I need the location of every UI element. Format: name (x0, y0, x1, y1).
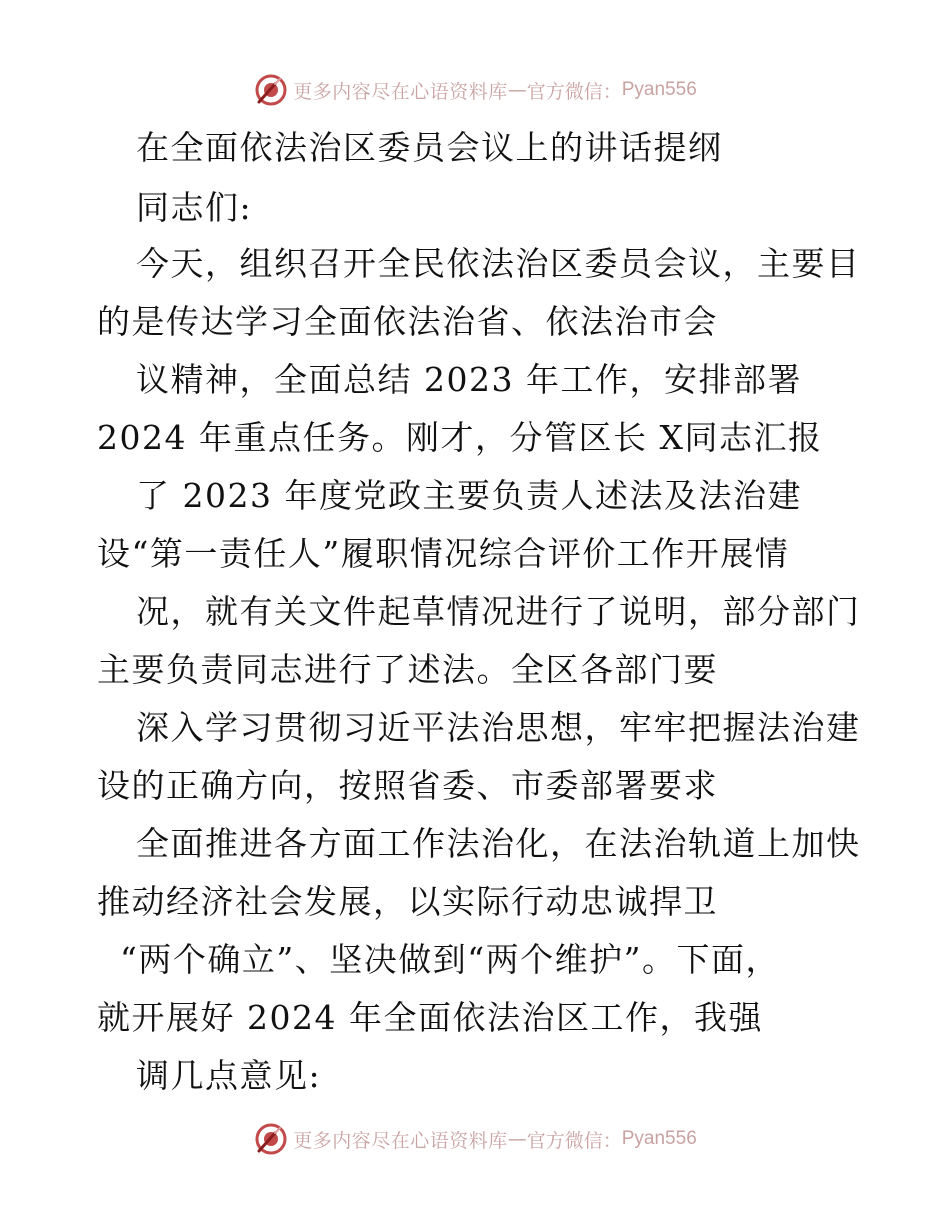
watermark-wechat-label: 官方微信： (526, 1129, 622, 1152)
watermark-text: 更多内容尽在心语资料库 (293, 1129, 508, 1152)
text-line: 推动经济社会发展，以实际行动忠诚捍卫 (97, 882, 718, 921)
text-line: 就开展好 2024 年全面依法治区工作，我强 (97, 998, 763, 1037)
text-line: 了 2023 年度党政主要负责人述法及法治建 (136, 476, 802, 515)
text-line: 主要负责同志进行了述法。全区各部门要 (97, 650, 718, 689)
text-line: 议精神，全面总结 2023 年工作，安排部署 (136, 360, 802, 399)
text-line: 设的正确方向，按照省委、市委部署要求 (97, 766, 718, 805)
text-line: “两个确立”、坚决做到“两个维护”。下面， (120, 940, 780, 979)
document-title: 在全面依法治区委员会议上的讲话提纲 (136, 128, 723, 167)
text-line: 设“第一责任人”履职情况综合评价工作开展情 (97, 534, 790, 573)
text-line: 2024 年重点任务。刚才，分管区长 X同志汇报 (97, 418, 823, 457)
logo-icon (253, 1121, 289, 1157)
footer-watermark (0, 1119, 950, 1159)
text-line: 况，就有关文件起草情况进行了说明，部分部门 (136, 592, 861, 631)
watermark-separator: — (507, 1128, 527, 1150)
watermark-wechat-label: 官方微信： (526, 80, 622, 103)
salutation: 同志们: (136, 188, 253, 227)
watermark-wechat-id: Pyan556 (621, 1128, 697, 1149)
text-line: 调几点意见: (136, 1056, 322, 1095)
text-line: 今天，组织召开全民依法治区委员会议，主要目 (136, 244, 861, 283)
text-line: 深入学习贯彻习近平法治思想，牢牢把握法治建 (136, 708, 861, 747)
watermark-text: 更多内容尽在心语资料库 (293, 80, 508, 103)
text-line: 全面推进各方面工作法治化，在法治轨道上加快 (136, 824, 861, 863)
text-line: 的是传达学习全面依法治省、依法治市会 (97, 302, 718, 341)
watermark-wechat-id: Pyan556 (621, 79, 697, 100)
watermark-separator: — (507, 79, 527, 101)
